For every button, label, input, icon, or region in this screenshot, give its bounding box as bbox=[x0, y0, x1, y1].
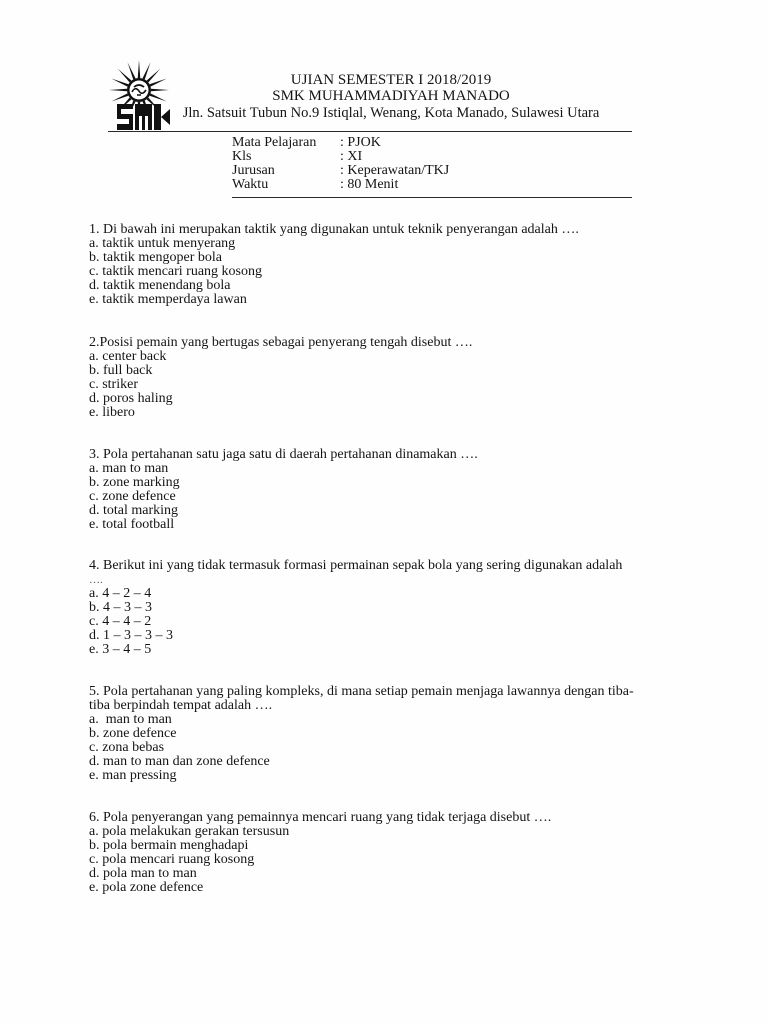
info-value: : Keperawatan/TKJ bbox=[340, 163, 450, 178]
answer-option: e. pola zone defence bbox=[89, 880, 204, 895]
school-address: Jln. Satsuit Tubun No.9 Istiqlal, Wenang, Kota Manado, Sulawesi Utara bbox=[182, 105, 600, 121]
question-3 bbox=[89, 448, 709, 532]
school-name: SMK MUHAMMADIYAH MANADO bbox=[272, 88, 510, 104]
info-row-major bbox=[232, 164, 632, 178]
question-text-continuation: …. bbox=[89, 574, 103, 586]
answer-option: b. full back bbox=[89, 363, 153, 378]
answer-option: c. pola mencari ruang kosong bbox=[89, 852, 255, 867]
answer-option: a. 4 – 2 – 4 bbox=[89, 586, 152, 601]
answer-option: d. man to man dan zone defence bbox=[89, 754, 270, 769]
answer-option: e. taktik memperdaya lawan bbox=[89, 292, 247, 307]
info-label: Kls bbox=[232, 149, 252, 164]
question-text: 4. Berikut ini yang tidak termasuk formasi permainan sepak bola yang sering digunakan adalah bbox=[89, 558, 623, 573]
header-divider bbox=[108, 131, 632, 132]
answer-option: d. total marking bbox=[89, 503, 179, 518]
question-5 bbox=[89, 685, 709, 783]
question-text: 1. Di bawah ini merupakan taktik yang digunakan untuk teknik penyerangan adalah …. bbox=[89, 222, 579, 237]
answer-option: b. pola bermain menghadapi bbox=[89, 838, 249, 853]
answer-option: e. 3 – 4 – 5 bbox=[89, 642, 152, 657]
sun-ray bbox=[111, 93, 128, 101]
info-value: : XI bbox=[340, 149, 363, 164]
info-value: : 80 Menit bbox=[340, 177, 399, 192]
letter-s-cut-bottom bbox=[117, 119, 129, 124]
question-1 bbox=[89, 223, 709, 307]
answer-option: d. pola man to man bbox=[89, 866, 197, 881]
info-label: Jurusan bbox=[232, 163, 275, 178]
info-row-class bbox=[232, 150, 632, 164]
answer-option: b. taktik mengoper bola bbox=[89, 250, 222, 265]
question-text: 3. Pola pertahanan satu jaga satu di daerah pertahanan dinamakan …. bbox=[89, 447, 478, 462]
answer-option: e. man pressing bbox=[89, 768, 177, 783]
answer-option: a. man to man bbox=[89, 712, 172, 727]
question-4 bbox=[89, 559, 709, 657]
answer-option: a. pola melakukan gerakan tersusun bbox=[89, 824, 290, 839]
question-2 bbox=[89, 336, 709, 420]
question-text: 5. Pola pertahanan yang paling kompleks, di mana setiap pemain menjaga lawannya dengan tiba- bbox=[89, 684, 634, 699]
answer-option: c. taktik mencari ruang kosong bbox=[89, 264, 263, 279]
info-divider bbox=[232, 197, 632, 198]
answer-option: a. man to man bbox=[89, 461, 169, 476]
answer-option: d. poros haling bbox=[89, 391, 173, 406]
question-text: 6. Pola penyerangan yang pemainnya mencari ruang yang tidak terjaga disebut …. bbox=[89, 810, 552, 825]
answer-option: c. zona bebas bbox=[89, 740, 165, 755]
info-label: Waktu bbox=[232, 177, 269, 192]
question-text: 2.Posisi pemain yang bertugas sebagai penyerang tengah disebut …. bbox=[89, 335, 473, 350]
answer-option: a. center back bbox=[89, 349, 167, 364]
answer-option: d. 1 – 3 – 3 – 3 bbox=[89, 628, 173, 643]
exam-title: UJIAN SEMESTER I 2018/2019 bbox=[290, 72, 492, 88]
answer-option: e. libero bbox=[89, 405, 135, 420]
answer-option: b. zone marking bbox=[89, 475, 180, 490]
sun-ray bbox=[109, 89, 127, 92]
answer-option: a. taktik untuk menyerang bbox=[89, 236, 236, 251]
question-text-continuation: tiba berpindah tempat adalah …. bbox=[89, 698, 273, 713]
answer-option: b. zone defence bbox=[89, 726, 177, 741]
sun-ray bbox=[111, 79, 128, 87]
answer-option: d. taktik menendang bola bbox=[89, 278, 231, 293]
question-6 bbox=[89, 811, 709, 895]
info-label: Mata Pelajaran bbox=[232, 135, 317, 150]
info-row-time bbox=[232, 178, 632, 192]
answer-option: e. total football bbox=[89, 517, 175, 532]
answer-option: c. zone defence bbox=[89, 489, 176, 504]
answer-option: c. 4 – 4 – 2 bbox=[89, 614, 152, 629]
info-value: : PJOK bbox=[340, 135, 381, 150]
answer-option: c. striker bbox=[89, 377, 138, 392]
answer-option: b. 4 – 3 – 3 bbox=[89, 600, 152, 615]
info-row-subject bbox=[232, 136, 632, 150]
